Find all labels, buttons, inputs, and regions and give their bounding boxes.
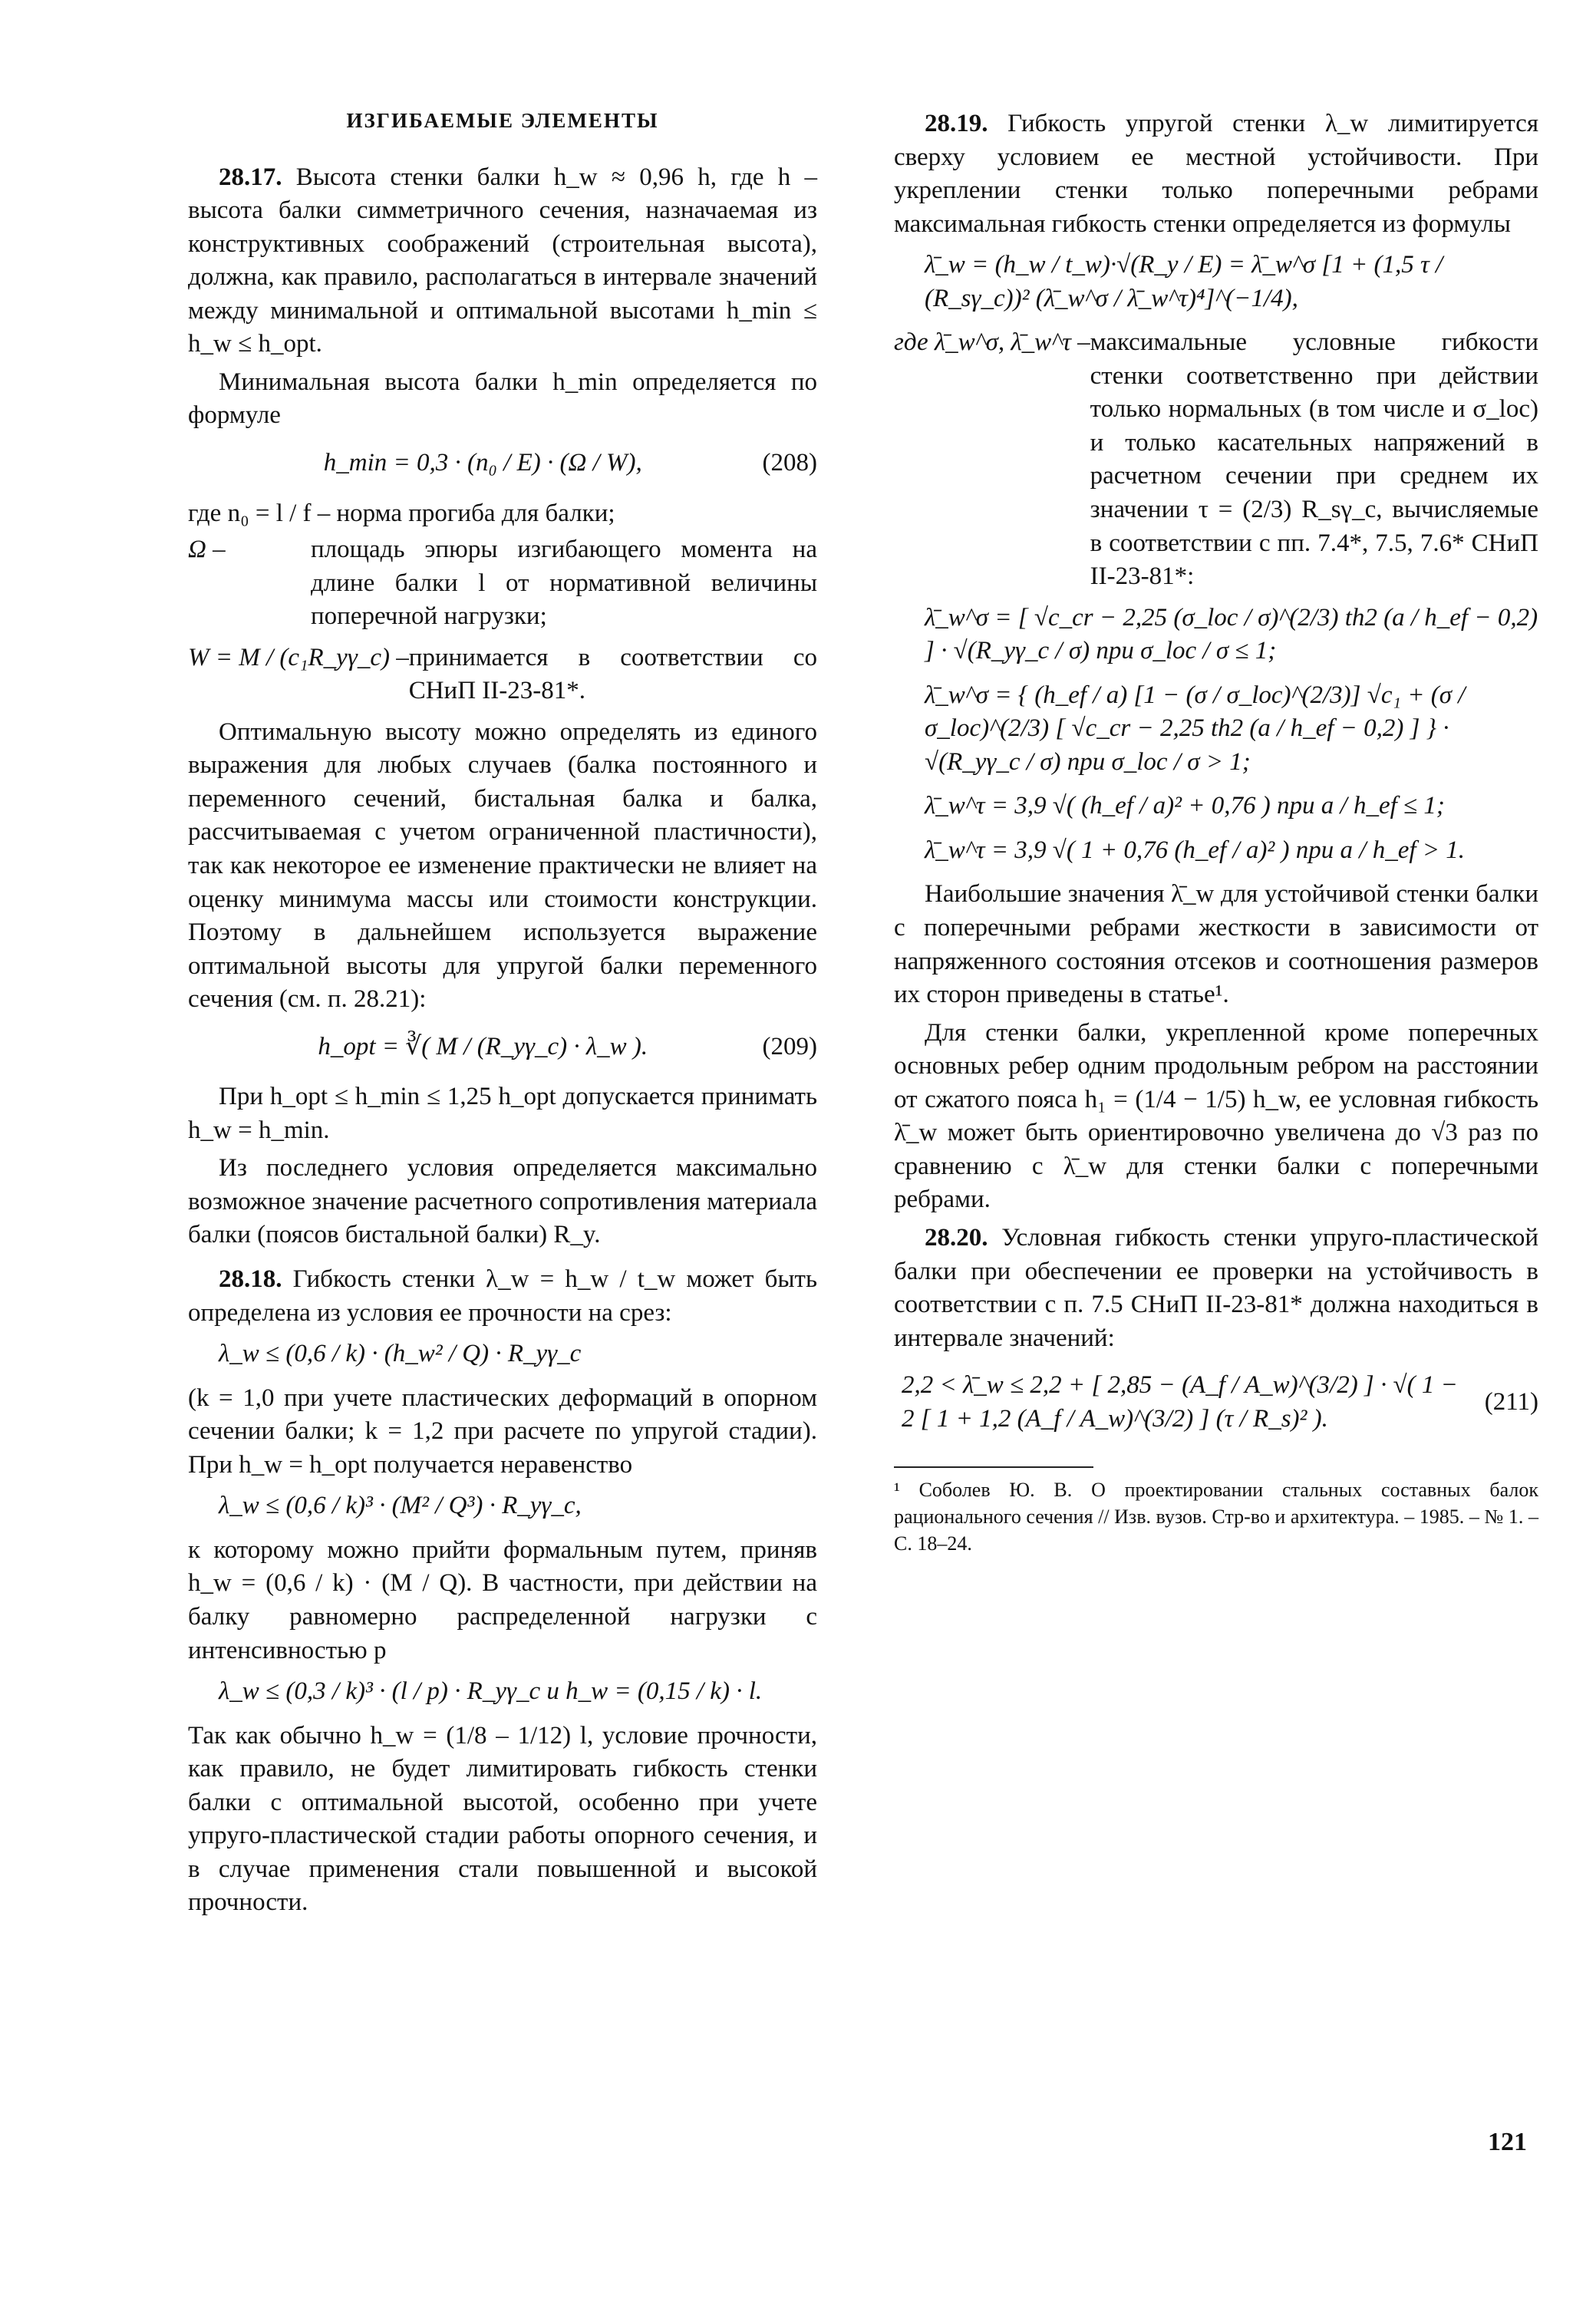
formula-shear: λ_w ≤ (0,6 / k) · (h_w² / Q) · R_yγ_c — [219, 1340, 582, 1368]
formula-211 — [894, 1369, 1538, 1436]
left-column — [188, 107, 817, 1924]
paragraph-optimal-height: Оптимальную высоту можно определять из единого выражения для любых случаев (балка постоянного и переменного сечений, бистальная балка и балка, рассчитываемая с учетом ограниченной пластичности), так как некоторое ее изменение практически не влияет на оценку минимума массы или стоимости конструкции. Поэтому в дальнейшем используется выражение оптимальной высоты для упругой балки переменного сечения (см. п. 28.21): — [188, 717, 817, 1014]
formula-number: (209) — [762, 1032, 817, 1060]
where-symbol: где λ̄_w^σ, λ̄_w^τ – — [894, 328, 1090, 357]
formula-sigma-1: λ̄_w^σ = [ √c_cr − 2,25 (σ_loc / σ)^(2/3) th2 (a / h_ef − 0,2) ] · √(R_yγ_c / σ) при σ_loc / σ ≤ 1; — [925, 603, 1538, 665]
right-column — [894, 107, 1538, 1562]
footnote: ¹ Соболев Ю. В. О проектировании стальных составных балок рационального сечения // Изв. вузов. Стр-во и архитектура. – 1985. – № 1. – С. 18–24. — [894, 1479, 1538, 1555]
footnote-divider — [894, 1466, 1093, 1468]
paragraph-min-height: Минимальная высота балки h_min определяется по формуле — [188, 368, 817, 430]
where-symbol: W = M / (c₁R_yγ_c) – — [188, 643, 409, 671]
formula-uniform-load: λ_w ≤ (0,3 / k)³ · (l / p) · R_yγ_c и h_w = (0,15 / k) · l. — [219, 1677, 763, 1706]
paragraph-text: Условная гибкость стенки упруго-пластической балки при обеспечении ее проверки на устойчивость в соответствии с п. 7.5 СНиП II-23-81* должна находиться в интервале значений: — [894, 1223, 1539, 1352]
formula-body: h_opt = ∛( M / (R_yγ_c) · λ_w ). — [318, 1032, 648, 1060]
running-title: ИЗГИБАЕМЫЕ ЭЛЕМЕНТЫ — [346, 109, 659, 132]
where-definition: принимается в соответствии со СНиП II-23-81*. — [408, 643, 817, 705]
formula-tau-2: λ̄_w^τ = 3,9 √( 1 + 0,76 (h_ef / a)² ) при a / h_ef > 1. — [925, 836, 1466, 864]
where-omega — [188, 533, 817, 634]
where-definition: площадь эпюры изгибающего момента на длине балки l от нормативной величины поперечной нагрузки; — [311, 536, 817, 631]
paragraph-28-18 — [188, 1263, 817, 1330]
paragraph-text: Высота стенки балки h_w ≈ 0,96 h, где h – высота балки симметричного сечения, назначаемая из конструктивных соображений (строительная высота), должна, как правило, располагаться в интервале значений между минимальной и оптимальной высотами h_min ≤ h_w ≤ h_opt. — [188, 163, 818, 358]
where-w — [188, 641, 817, 708]
paragraph-typical-height: Так как обычно h_w = (1/8 – 1/12) l, условие прочности, как правило, не будет лимитировать гибкость стенки балки с оптимальной высотой, особенно при учете упруго-пластической стадии работы опорного сечения, и в случае применения стали повышенной и высокой прочности. — [188, 1721, 817, 1917]
paragraph-28-20 — [894, 1222, 1538, 1355]
formula-inequality: λ_w ≤ (0,6 / k)³ · (M² / Q³) · R_yγ_c, — [219, 1492, 582, 1520]
paragraph-longitudinal-rib: Для стенки балки, укрепленной кроме поперечных основных ребер одним продольным ребром на расстоянии от сжатого пояса h₁ = (1/4 − 1/5) h_w, ее условная гибкость λ̄_w может быть ориентировочно увеличена до √3 раз по сравнению с λ̄_w для стенки балки с поперечными ребрами. — [894, 1018, 1538, 1214]
paragraph-ry: Из последнего условия определяется максимально возможное значение расчетного сопротивления материала балки (поясов бистальной балки) R_y. — [188, 1154, 817, 1249]
formula-body: 2,2 < λ̄_w ≤ 2,2 + [ 2,85 − (A_f / A_w)^(3/2) ] · √( 1 − 2 [ 1 + 1,2 (A_f / A_w)^(3/2) ] (τ / R_s)² ). — [902, 1371, 1458, 1433]
formula-sigma-2: λ̄_w^σ = { (h_ef / a) [1 − (σ / σ_loc)^(2/3)] √c₁ + (σ / σ_loc)^(2/3) [ √c_cr − 2,25 th2 (a / h_ef − 0,2) ] } · √(R_yγ_c / σ) при σ_loc / σ > 1; — [925, 681, 1466, 776]
paragraph-28-17 — [188, 161, 817, 361]
where-definition: максимальные условные гибкости стенки соответственно при действии только нормальных (в том числе и σ_loc) и только касательных напряжений в расчетном сечении при среднем их значении τ = (2/3) R_sγ_c, вычисляемые в соответствии с пп. 7.4*, 7.5, 7.6* СНиП II-23-81*: — [1090, 328, 1538, 591]
formula-tau-1: λ̄_w^τ = 3,9 √( (h_ef / a)² + 0,76 ) при a / h_ef ≤ 1; — [925, 792, 1445, 820]
paragraph-text: Гибкость упругой стенки λ_w лимитируется сверху условием ее местной устойчивости. При укреплении стенки только поперечными ребрами максимальная гибкость стенки определяется из формулы — [894, 110, 1539, 238]
section-number: 28.19. — [925, 110, 988, 137]
page-number: 121 — [1488, 2128, 1527, 2156]
paragraph-text: Гибкость стенки λ_w = h_w / t_w может быть определена из условия ее прочности на срез: — [188, 1265, 817, 1327]
paragraph-hopt-condition: При h_opt ≤ h_min ≤ 1,25 h_opt допускается принимать h_w = h_min. — [188, 1083, 817, 1144]
paragraph-28-19 — [894, 107, 1538, 241]
paragraph-k-values: (k = 1,0 при учете пластических деформаций в опорном сечении балки; k = 1,2 при расчете по упругой стадии). При h_w = h_opt получается неравенство — [188, 1384, 817, 1479]
formula-210: λ̄_w = (h_w / t_w)·√(R_y / E) = λ̄_w^σ [1 + (1,5 τ / (R_sγ_c))² (λ̄_w^σ / λ̄_w^τ)⁴]^(−1/4), — [925, 251, 1443, 312]
section-number: 28.18. — [219, 1265, 282, 1294]
where-n0: где n₀ = l / f – норма прогиба для балки; — [188, 499, 615, 527]
where-symbol: Ω – — [188, 536, 226, 564]
section-number: 28.17. — [219, 163, 282, 191]
section-number: 28.20. — [925, 1223, 988, 1252]
formula-number: (208) — [762, 449, 817, 477]
formula-208 — [188, 447, 817, 480]
formula-body: h_min = 0,3 · (n₀ / E) · (Ω / W), — [323, 449, 642, 477]
where-slenderness — [894, 326, 1538, 593]
formula-209 — [188, 1031, 817, 1064]
formula-number: (211) — [1484, 1387, 1538, 1416]
paragraph-max-values: Наибольшие значения λ̄_w для устойчивой стенки балки с поперечными ребрами жесткости в зависимости от напряженного состояния отсеков и соотношения размеров их сторон приведены в статье¹. — [894, 880, 1538, 1009]
paragraph-formal: к которому можно прийти формальным путем, приняв h_w = (0,6 / k) · (M / Q). В частности, при действии на балку равномерно распределенной нагрузки с интенсивностью p — [188, 1535, 817, 1664]
